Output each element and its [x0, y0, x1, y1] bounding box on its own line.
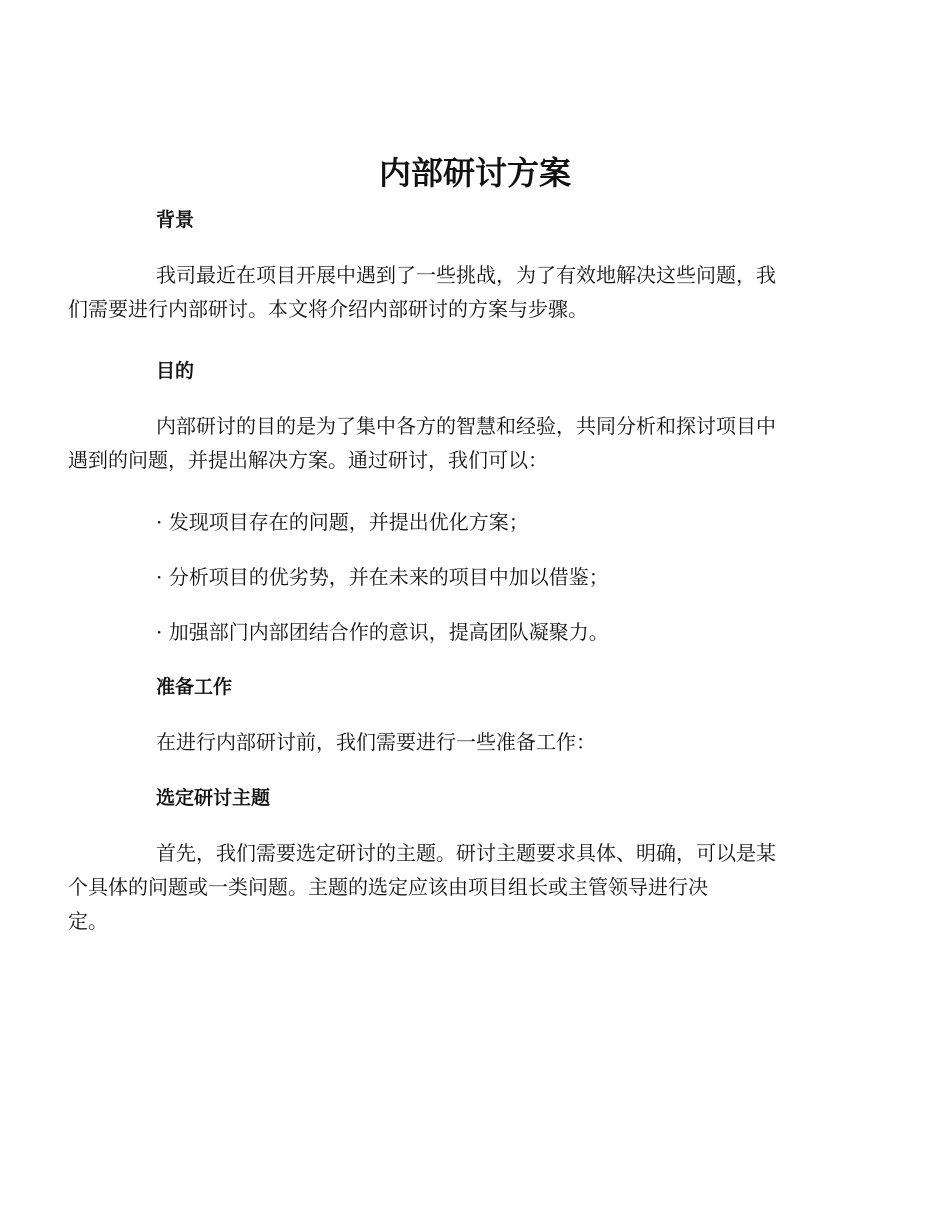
paragraph-line: 在进行内部研讨前，我们需要进行一些准备工作：: [156, 730, 596, 754]
paragraph-line: 定。: [68, 909, 108, 933]
document-title: 内部研讨方案: [378, 154, 571, 192]
bullet-item-teamwork: · 加强部门内部团结合作的意识，提高团队凝聚力。: [156, 620, 609, 644]
select-topic-paragraph: [68, 836, 842, 938]
paragraph-line: 首先，我们需要选定研讨的主题。研讨主题要求具体、明确，可以是某: [156, 841, 776, 865]
paragraph-line: 个具体的问题或一类问题。主题的选定应该由项目组长或主管领导进行决: [68, 875, 708, 899]
section-heading-preparation: 准备工作: [156, 676, 233, 698]
section-heading-select-topic: 选定研讨主题: [156, 787, 271, 809]
paragraph-line: 遇到的问题，并提出解决方案。通过研讨，我们可以：: [68, 448, 548, 472]
background-paragraph: [68, 258, 842, 326]
preparation-paragraph: [112, 725, 842, 759]
bullet-item-analyze: · 分析项目的优劣势，并在未来的项目中加以借鉴；: [156, 565, 609, 589]
purpose-paragraph: [68, 409, 842, 477]
paragraph-line: 我司最近在项目开展中遇到了一些挑战，为了有效地解决这些问题，我: [156, 263, 776, 287]
bullet-item-find-issues: · 发现项目存在的问题，并提出优化方案；: [156, 510, 529, 534]
paragraph-line: 内部研讨的目的是为了集中各方的智慧和经验，共同分析和探讨项目中: [156, 414, 776, 438]
paragraph-line: 们需要进行内部研讨。本文将介绍内部研讨的方案与步骤。: [68, 297, 588, 321]
section-heading-purpose: 目的: [156, 360, 195, 382]
section-heading-background: 背景: [156, 209, 195, 231]
